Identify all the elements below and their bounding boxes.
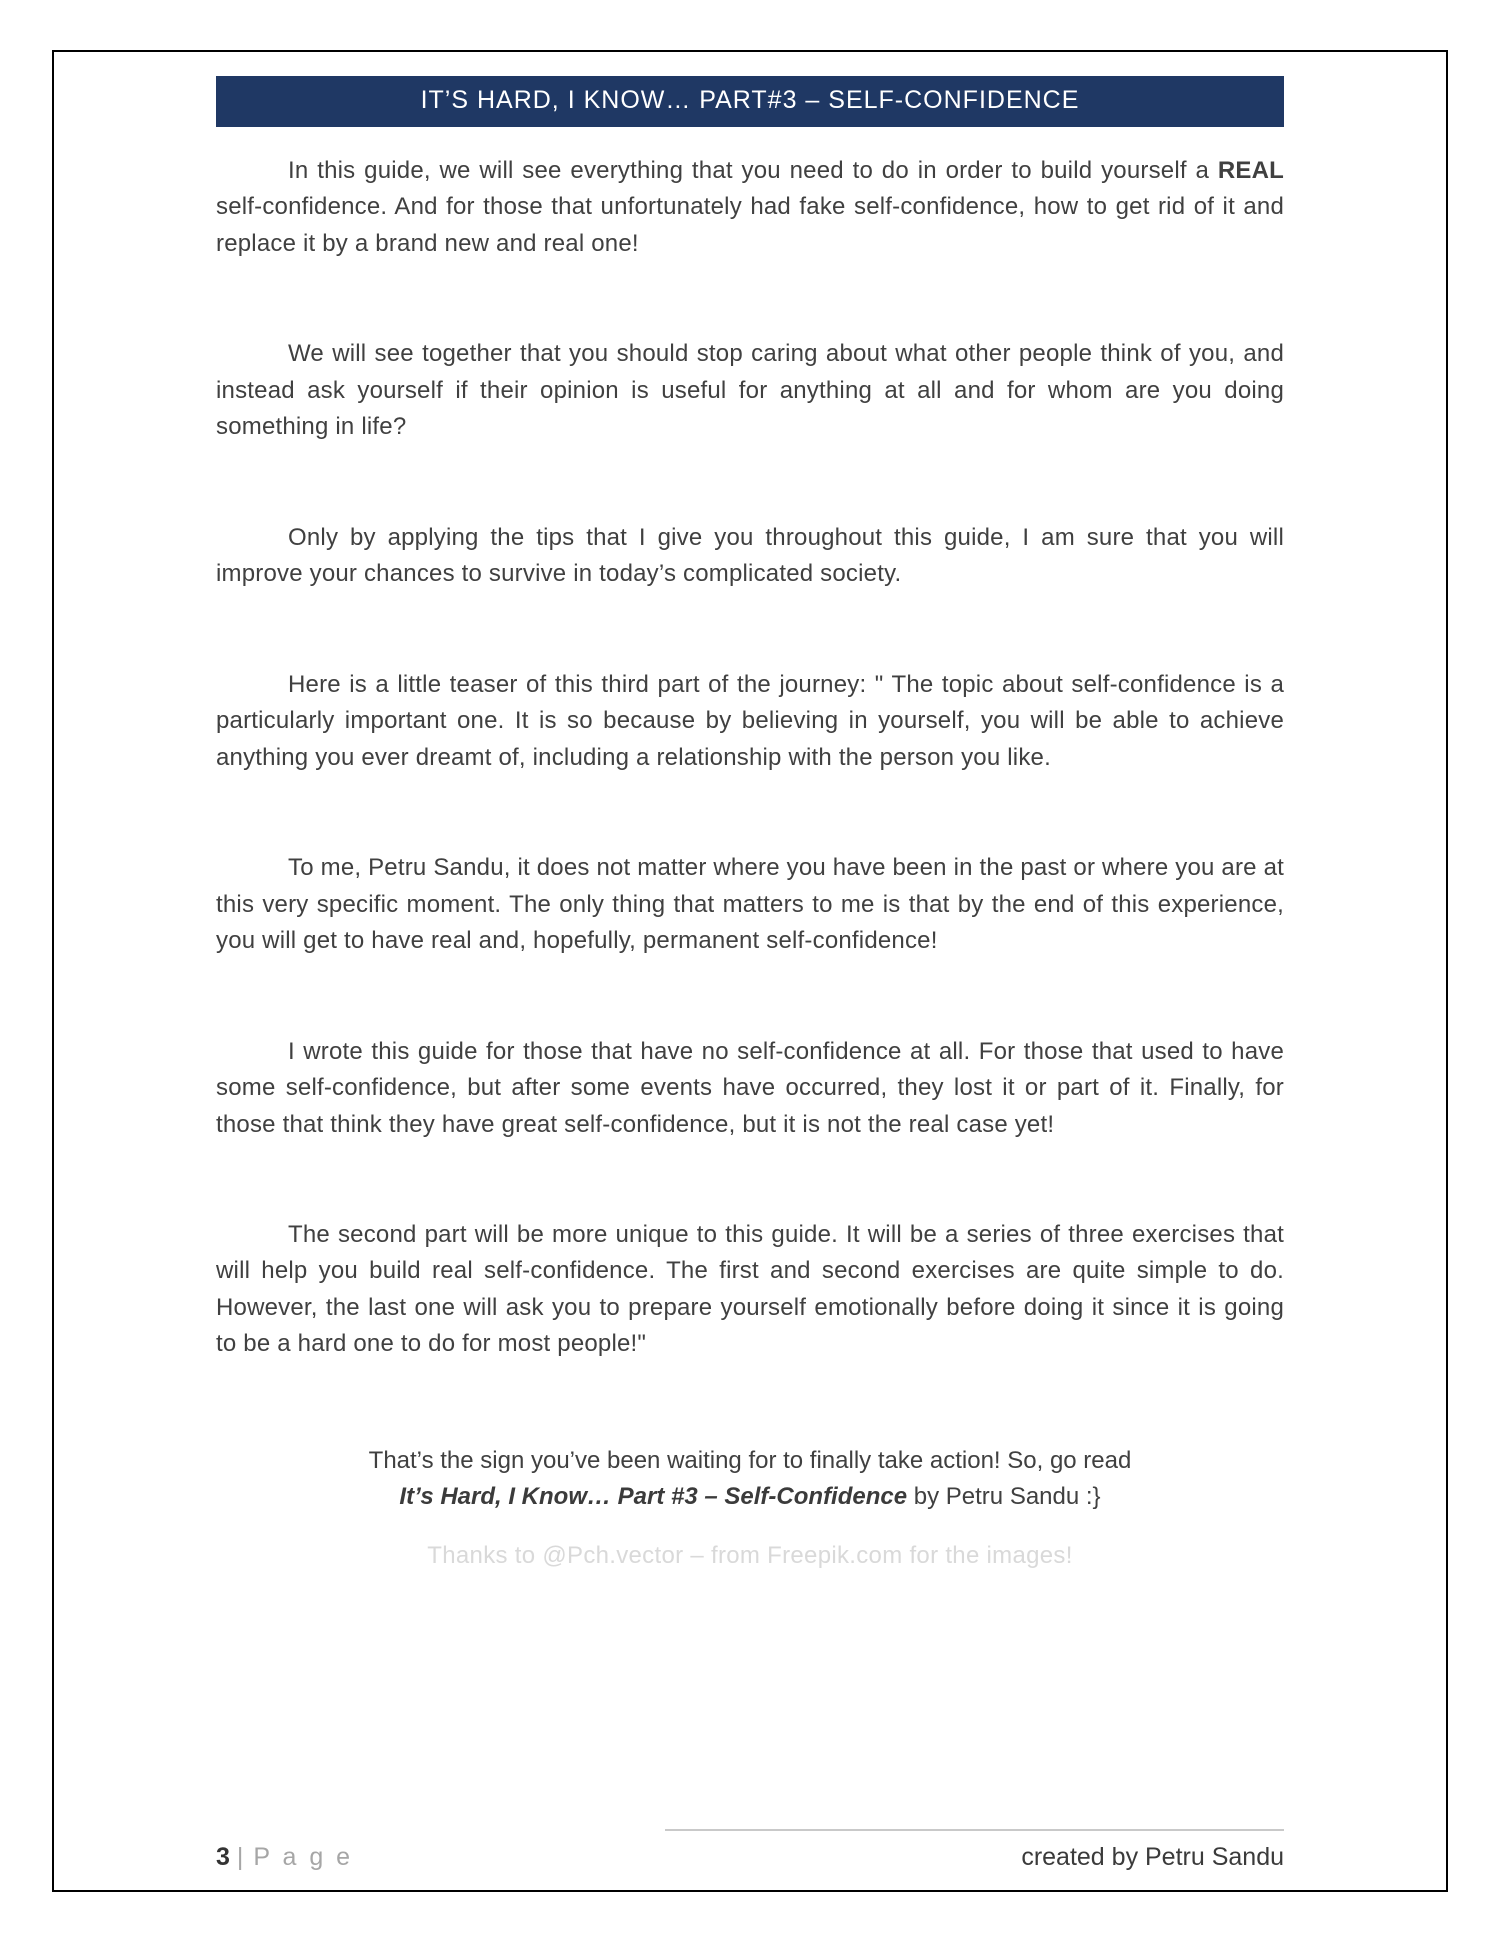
paragraph-1-emphasis: REAL — [1217, 157, 1284, 184]
page-number-separator: | — [236, 1843, 247, 1871]
paragraph-1-text-cont: self-confidence. And for those that unfortunately had fake self-confidence, how to get rid of it and replace it by a brand new and real one! — [216, 193, 1284, 257]
cta-suffix: by Petru Sandu :} — [913, 1483, 1101, 1511]
call-to-action — [216, 1443, 1284, 1516]
page-title-bar — [216, 76, 1284, 127]
paragraph-6: I wrote this guide for those that have no self-confidence at all. For those that used to have some self-confidence, but after some events have occurred, they lost it or part of it. Finally, for those that think they have great self-confidence, but it is not the real case yet! — [216, 1037, 1284, 1138]
paragraph-1 — [216, 153, 1284, 262]
page-title: IT’S HARD, I KNOW… PART#3 – SELF-CONFIDENCE — [420, 86, 1080, 114]
paragraph-7: The second part will be more unique to this guide. It will be a series of three exercises that will help you build real self-confidence. The first and second exercises are quite simple to do. However, the last one will ask you to prepare yourself emotionally before doing it since it is going to be a hard one to do for most people!" — [216, 1220, 1284, 1358]
empty-space — [216, 1570, 1284, 1829]
paragraph-4: Here is a little teaser of this third part of the journey: " The topic about self-confidence is a particularly important one. It is so because by believing in yourself, you will be able to achieve anything you ever dreamt of, including a relationship with the person you like. — [216, 670, 1284, 771]
paragraph-1-text: In this guide, we will see everything that you need to do in order to build yourself a — [288, 157, 1218, 184]
page-footer — [216, 1843, 1284, 1872]
page-label: P a g e — [253, 1843, 354, 1871]
footer-divider — [665, 1829, 1284, 1831]
paragraph-3: Only by applying the tips that I give you throughout this guide, I am sure that you will improve your chances to survive in today’s complicated society. — [216, 523, 1284, 588]
paragraph-2: We will see together that you should stop caring about what other people think of you, and instead ask yourself if their opinion is useful for anything at all and for whom are you doing something in life? — [216, 340, 1284, 441]
page-number-block — [216, 1843, 353, 1872]
cta-text: That’s the sign you’ve been waiting for to finally take action! So, go read — [368, 1446, 1132, 1474]
paragraph-5: To me, Petru Sandu, it does not matter where you have been in the past or where you are at this very specific moment. The only thing that matters to me is that by the end of this experience, you will get to have real and, hopefully, permanent self-confidence! — [216, 854, 1284, 955]
image-credits: Thanks to @Pch.vector – from Freepik.com for the images! — [427, 1541, 1073, 1569]
cta-book-title: It’s Hard, I Know… Part #3 – Self-Confidence — [399, 1483, 908, 1511]
document-page — [52, 50, 1448, 1892]
page-number: 3 — [216, 1843, 230, 1871]
footer-credit: created by Petru Sandu — [1021, 1843, 1284, 1871]
